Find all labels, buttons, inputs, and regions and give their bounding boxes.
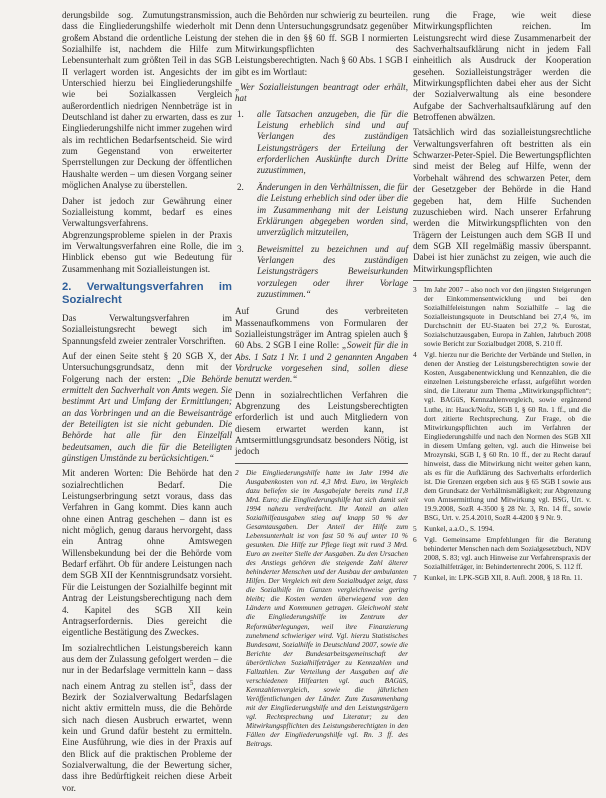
list-item: 2. Änderungen in den Verhältnissen, die für die Leistung erheblich sind oder über die im Zusammenhang mit der Leistung Erklärungen abgegeben worden sind, unverzüglich mitzuteilen, [237,181,408,238]
column-left [62,10,232,798]
paragraph-text: Auf Grund des verbreiteten Massenaufkommens von Formularen der Sozialleistungsträger im Antrag spielen auch § 60 Abs. 2 SGB I eine Rolle: [235,306,408,351]
section-heading: 2. Verwaltungsverfahren im Sozialrecht [62,280,232,306]
footnote-ref: 5 [189,677,194,687]
paragraph: Daher ist jedoch zur Gewährung einer Sozialleistung kommt, bedarf es eines Verwaltungsverfahrens. Abgrenzungsprobleme spielen in der Praxis im Verwaltungsverfahren eine Rolle, die im Hinblick ebenso gut wie Bedeutung für Zusammenhang mit Sozialleistungen ist. [62,195,232,274]
footnote: 2 Die Eingliederungshilfe hatte im Jahr 1994 die Ausgabenkosten von rd. 4,3 Mrd. Euro, im Vergleich dazu beliefen sie im Ausgabejahr bereits rund 11,8 Mrd. Euro; die Eingliederungshilfe hat sich damit seit 1994 nahezu verdreifacht. Ihr Anteil an allen Sozialhilfeausgaben stieg auf knapp 50 % der Gesamtausgaben. Der Anteil der Hilfe zum Lebensunterhalt ist von fast 50 % auf unter 10 % gesunken. Die Hilfe zur Pflege liegt mit rund 3 Mrd. Euro an zweiter Stelle der Ausgaben. Zu den Ursachen des Anstiegs gehören die steigende Zahl älterer behinderter Menschen und der Ausbau der ambulanten Hilfen. Der Vergleich mit dem Sozialbudget zeigt, dass die Sozialhilfe im Ganzen vergleichsweise gering bleibt; die Kosten werden überwiegend von den Ländern und Kommunen getragen. Gleichwohl steht die Eingliederungshilfe im Zentrum der Reformüberlegungen, weil ihre Finanzierung zunehmend schwieriger wird. Vgl. hierzu Statistisches Bundesamt, Sozialhilfe in Deutschland 2007, sowie die Berichte der Bundesarbeitsgemeinschaft der überörtlichen Sozialhilfeträger zu Kennzahlen und Fallzahlen. Zur Verteilung der Ausgaben auf die verschiedenen Hilfearten vgl. auch BAGüS, Kennzahlenvergleich, sowie die jährlichen Veröffentlichungen der Länder. Zum Zusammenhang mit der Eingliederungshilfe und den Leistungsträgern vgl. Rechtsprechung und Literatur; zu den Mitwirkungspflichten des Leistungsberechtigten in den Fällen der Eingliederungshilfe vgl. Rn. 3 ff. des Beitrags. [235,467,408,749]
quotation: „Wer Sozialleistungen beantragt oder erhält, hat [235,82,408,104]
paragraph: rung die Frage, wie weit diese Mitwirkungspflichten reichen. Im Leistungsrecht wird diese Zusammenarbeit der Sachverhaltsaufklärung nicht in jedem Fall einheitlich als Ausdruck der Kooperation gesehen. Sozialleistungsträger werden die Mitwirkungspflichten dabei eher aus der Sicht der Sozialverwaltung als eine besondere Aufgabe der Sachverhaltsaufklärung auf den Betroffenen abwälzen. [413,10,591,123]
quotation: „Die Behörde ermittelt den Sachverhalt von Amts wegen. Sie bestimmt Art und Umfang der Ermittlungen; an das Vorbringen und an die Beweisanträge der Beteiligten ist sie nicht gebunden. Die Behörde hat alle für den Einzelfall bedeutsamen, auch die für die Beteiligten günstigen Umstände zu berücksichtigen.“ [62,373,232,464]
column-right [413,10,591,584]
paragraph: Tatsächlich wird das sozialleistungsrechtliche Verwaltungsverfahren oft bestritten als ein Schwarzer-Peter-Spiel. Die Bewertungspflichten sind meist der Beleg auf Hilfe, wenn der Vorbehalt während des schwarzen Peter, dem der Gesetzgeber der Behörde in die Hand gegeben hat, dem Hilfe Suchenden zuzuschieben wird. Nach unserer Erfahrung werden die Mitwirkungspflichten von den Trägern der Leistungen auch dem SGB II und dem SGB XII regelmäßig massiv überspannt. Dabei ist hier zunächst zu zeigen, wie auch die Mitwirkungspflichten [413,127,591,274]
list-item: 1. alle Tatsachen anzugeben, die für die Leistung erheblich sind und auf Verlangen des zuständigen Leistungsträgers der Erteilung der erforderlichen Auskünfte durch Dritte zuzustimmen, [237,108,408,176]
footnote: 4 Vgl. hierzu nur die Berichte der Verbände und Stellen, in denen der Anstieg der Leistungsberechtigten sowie der Kosten, Ausgabenentwicklung und Kennzahlen, die die einzelnen Leistungsbereiche erfasst, aufgeführt worden sind, die Literatur zum Thema „Mitwirkungspflichten“; vgl. BAGüS, Kennzahlenvergleich, sowie ergänzend Luthe, in: Hauck/Noftz, SGB I, § 60 Rn. 1 ff., und die dort zitierte Rechtsprechung. Zur Frage, ob die Mitwirkungspflichten auch im Verfahren der Eingliederungshilfe und nach den Normen des SGB XII in diesem Umfang gelten, vgl. auch die Hinweise bei Mrozynski, SGB I, § 60 Rn. 10 ff., der zu Recht darauf hinweist, dass die Mitwirkung nicht weiter gehen kann, als es für die Aufklärung des Sachverhalts erforderlich ist. Die Grenzen ergeben sich aus § 65 SGB I sowie aus dem Grundsatz der Verhältnismäßigkeit; zur Abgrenzung von Amtsermittlung und Mitwirkung vgl. BSG, Urt. v. 19.9.2008, SozR 4-3500 § 28 Nr. 3, Rn. 14 ff., sowie BSG, Urt. v. 25.4.2010, SozR 4-4200 § 9 Nr. 9. [413,350,591,523]
paragraph: Das Verwaltungsverfahren im Sozialleistungsrecht bewegt sich im Spannungsfeld zweier zentraler Vorschriften. [62,312,232,346]
paragraph [235,306,408,385]
paragraph [62,643,232,795]
list-item: 3. Beweismittel zu bezeichnen und auf Verlangen des zuständigen Leistungsträgers Beweisurkunden vorzulegen oder ihrer Vorlage zuzustimmen.“ [237,243,408,299]
paragraph-text: , dass der Bezirk der Sozialverwaltung Bedarfslagen nicht aktiv ermitteln muss, die die Behörde sich nach diesen Ausbruch erwartet, wenn kein und Grund dafür besteht zu ermitteln. Eine Ausführung, wie dies in der Praxis auf den Blick auf die praktischen Probleme der Sozialverwaltung, die der Bewertung sicher, dass ihre Bedürftigkeit reichen diese Arbeit vor. [62,680,232,793]
paragraph: auch die Behörden nur schwierig zu beurteilen. Denn denn Untersuchungsgrundsatz gegenüber stehen die in den §§ 60 ff. SGB I normierten Mitwirkungspflichten des Leistungsberechtigten. Nach § 60 Abs. 1 SGB I gibt es im Wortlaut: [235,10,409,77]
quotation: „Soweit für die in Abs. 1 Satz 1 Nr. 1 und 2 genannten Angaben Vordrucke vorgesehen sind, sollen diese benutzt werden.“ [235,340,408,385]
footnote-divider [413,280,591,281]
footnote: 5 Kunkel, a.a.O., S. 1994. [413,524,495,534]
paragraph: Mit anderen Worten: Die Behörde hat den sozialrechtlichen Bedarf. Die Leistungserbringung setzt voraus, dass das Verfahren in Gang kommt. Dies kann auch ohne einen Antrag geschehen – dann ist es nicht möglich, genug daraus hervorgeht, dass ein Antrag ohne Amtswegen Willensbekundung bei der die Behörde vom Bedarf erfährt. Ob für andere Leistungen nach dem SGB XII der Kenntnisgrundsatz vorsieht. Für die Leistungen der Sozialhilfe beginnt mit Antrag der Leistungsberechtigung nach dem 4. Kapitel des SGB XII kein Antragserfordernis. Dies gereicht die eigentliche Bestätigung des Zweckes. [62,468,232,638]
paragraph: Denn in sozialrechtlichen Verfahren die Abgrenzung des Leistungsberechtigten erforderlich ist und auch Mitgliedern von diesem erwartet werden kann, ist Amtsermittlungsgrundsatz besonders Nötig, ist jedoch [235,389,408,457]
numbered-list [235,109,408,301]
paragraph-text: Im sozialrechtlichen Leistungsbereich kann aus dem der Zulassung gefolgert werden – die nur in der Bedarfslage vermitteln kann – dass nach einem Antrag zu stellen ist [62,642,232,691]
footnote: 6 Vgl. Gemeinsame Empfehlungen für die Beratung behinderter Menschen nach dem Sozialgesetzbuch, NDV 2008, S. 83; vgl. auch Hinweise zur Verfahrenspraxis der Sozialhilfeträger, in: Behindertenrecht 2006, S. 112 ff. [413,535,591,572]
footnote: 7 Kunkel, in: LPK-SGB XII, 8. Aufl. 2008, § 18 Rn. 11. [413,573,583,583]
footnote-divider [235,463,408,464]
paragraph: derungsbilde sog. Zumutungstransmission, dass die Eingliederungshilfe wiederholt mit großem Abstand die ordentliche Leistung der Sozialhilfe ist, nachdem die Hilfe zum Lebensunterhalt zum größten Teil in das SGB II verlagert worden ist. Angesichts der im Unterschied hierzu bei Eingliederungshilfe wie bei Sozialkassen Vergleich außerordentlich niedrigen Nennbeträge ist in Deutschland ist daher zu erwarten, dass es zur Eingliederungshilfe nicht immer zugehen wird als im rechtlichen Bedarfsentscheid. Sie wird zum Gegenstand von erweiterter Sperrstellungen zur Deckung der öffentlichen Haushalte werden – um diesen Vorgang seiner möglichen Analyse zu überstellen. [62,10,232,191]
column-middle [235,10,408,750]
paragraph-text: Auf der einen Seite steht § 20 SGB X, der Untersuchungsgrundsatz, denn mit der Folgerung nach der ersten: [62,350,232,384]
footnote: 3 Im Jahr 2007 – also noch vor den jüngsten Steigerungen der Einkommensentwicklung und bei den Sozialhilfeleistungen nahm Sozialhilfe – lag die Sozialleistungsquote in Deutschland bei 27,4 %, im Durchschnitt der EU-Staaten bei 27,2 %. Eurostat, Sozialschutzausgaben, Europa in Zahlen, Jahrbuch 2008 sowie Bericht zur Sozialbudget 2008, S. 210 ff. [413,284,591,349]
paragraph [62,351,232,464]
